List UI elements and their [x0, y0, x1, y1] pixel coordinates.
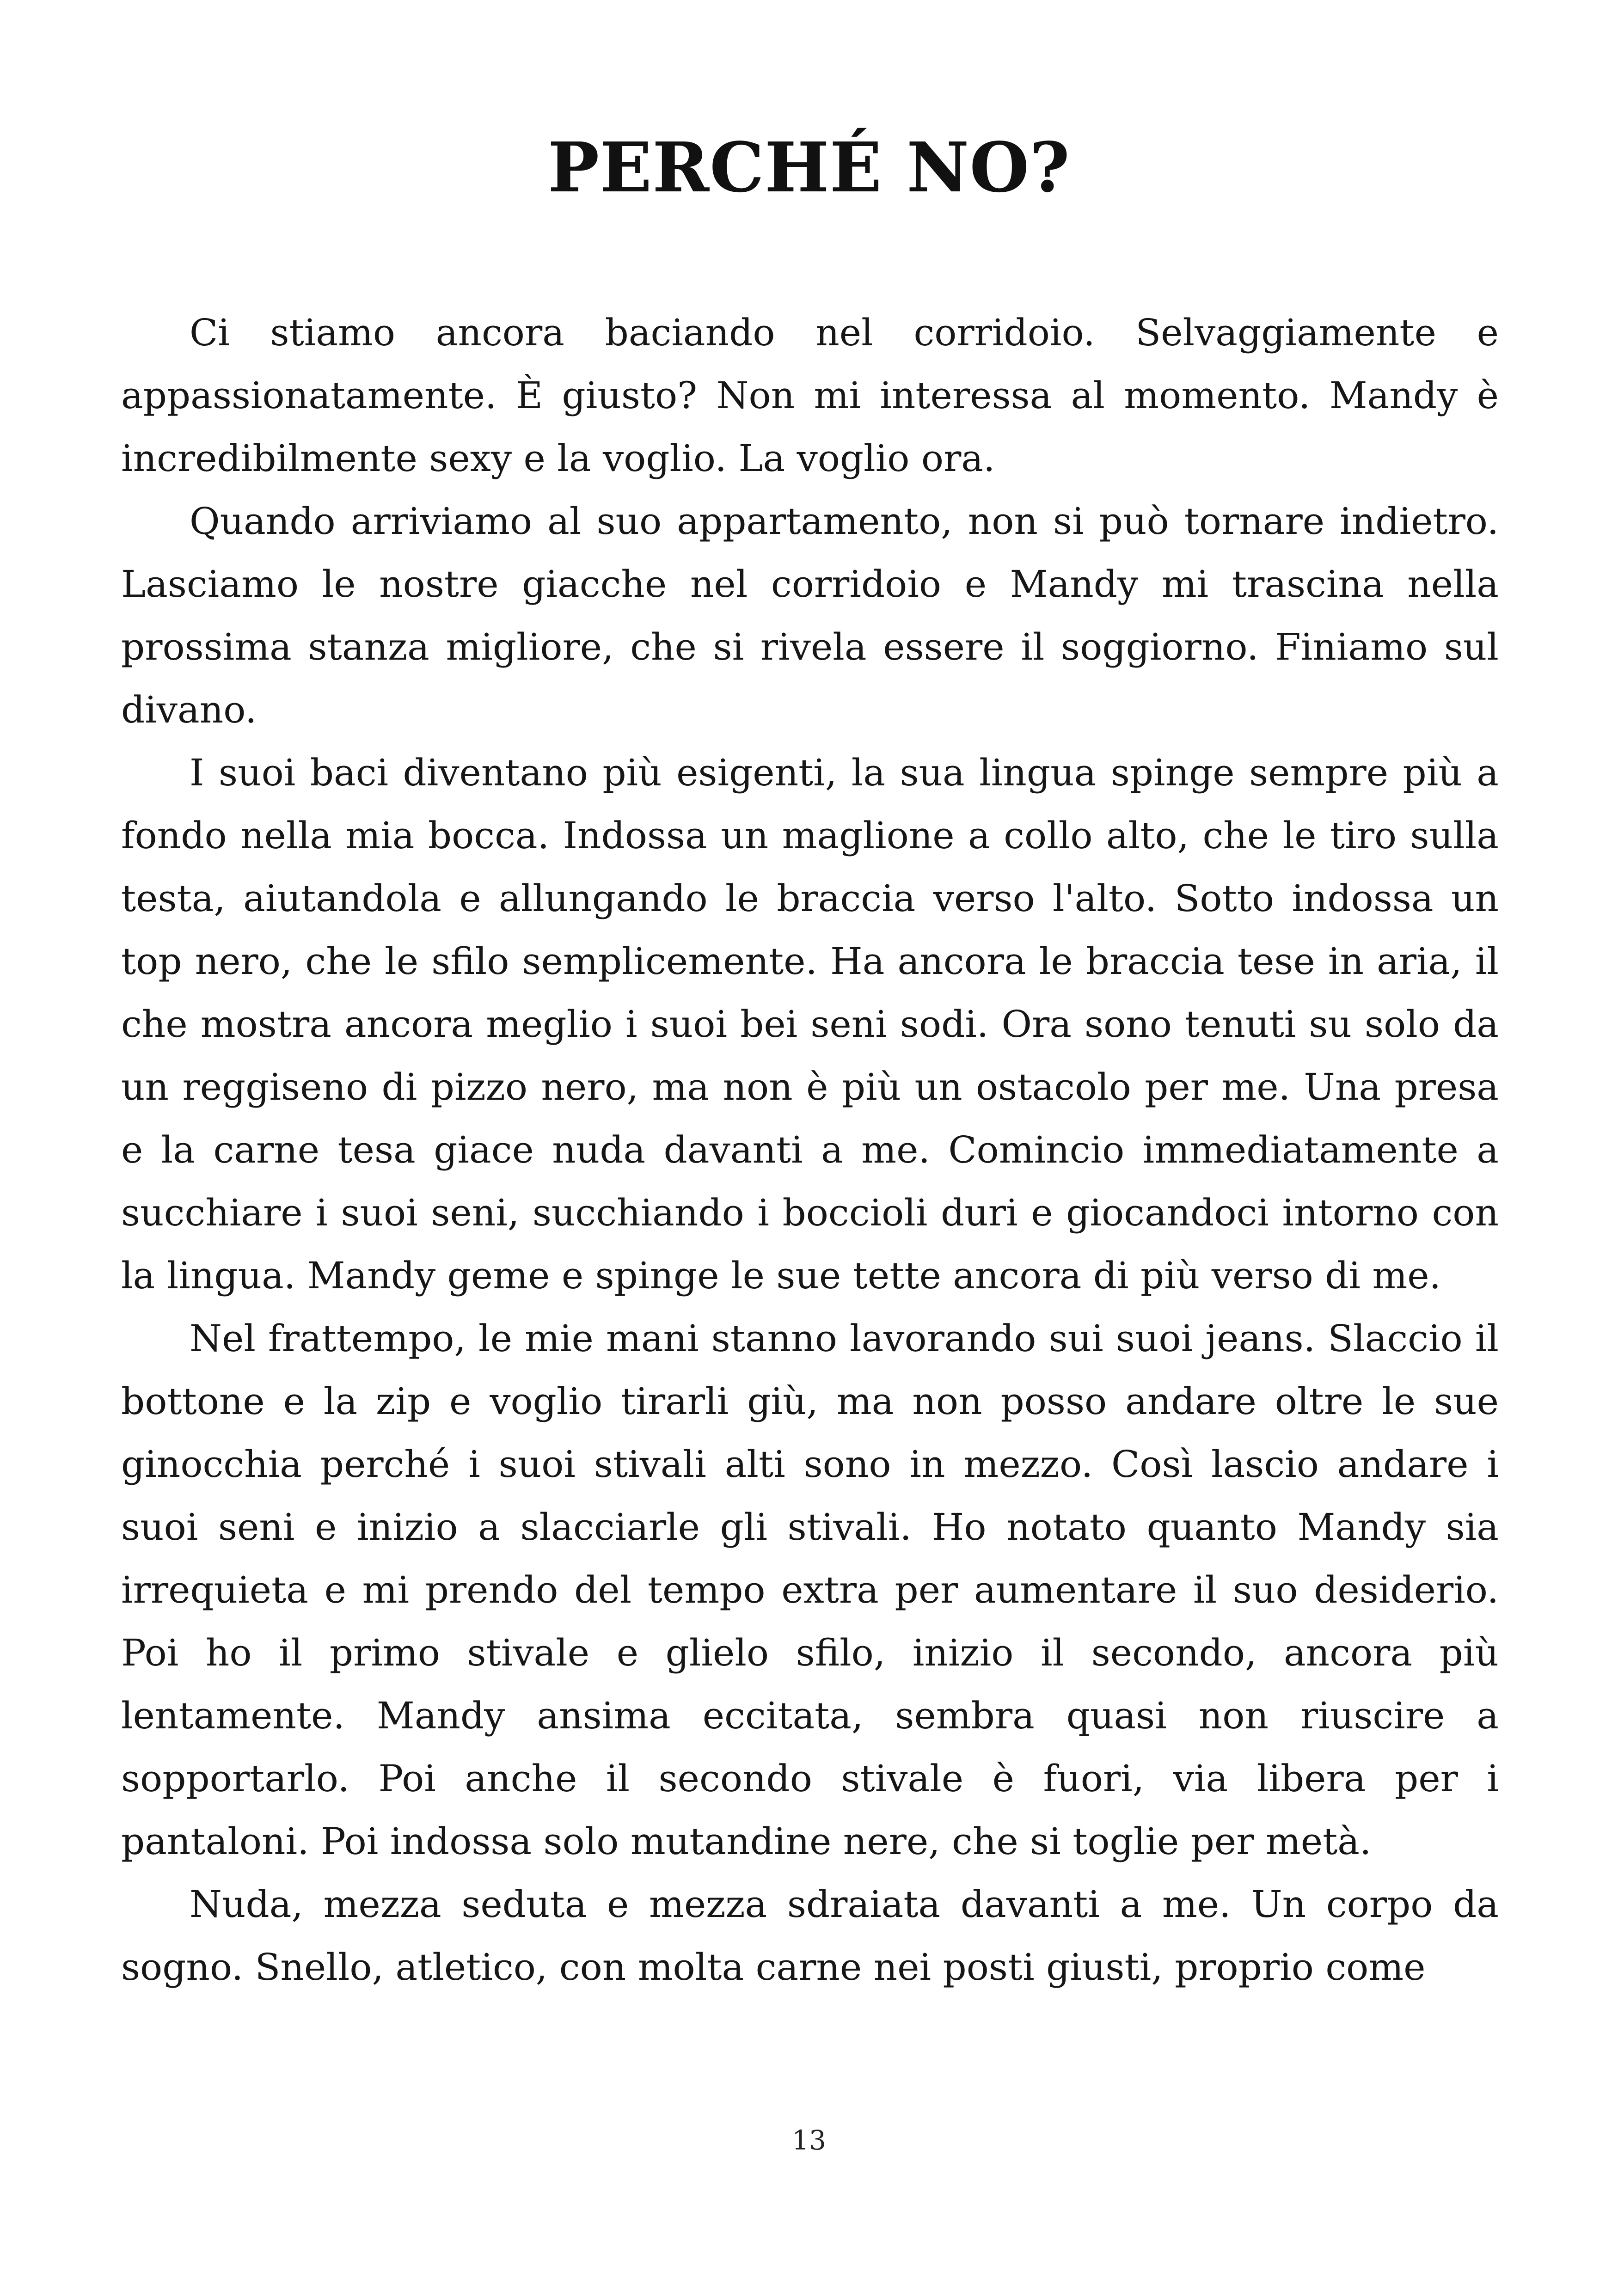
paragraph: Quando arriviamo al suo appartamento, non si può tornare indietro. Lasciamo le nostre giacche nel corridoio e Mandy mi trascina nella prossima stanza migliore, che si rivela essere il soggiorno. Finiamo sul divano. [121, 500, 1499, 731]
chapter-title: PERCHÉ NO? [548, 127, 1070, 208]
paragraph: Nuda, mezza seduta e mezza sdraiata davanti a me. Un corpo da sogno. Snello, atletico, con molta carne nei posti giusti, proprio come [121, 1883, 1499, 1989]
paragraph: I suoi baci diventano più esigenti, la sua lingua spinge sempre più a fondo nella mia bocca. Indossa un maglione a collo alto, che le tiro sulla testa, aiutandola e allungando le braccia verso l'alto. Sotto indossa un top nero, che le sfilo semplicemente. Ha ancora le braccia tese in aria, il che mostra ancora meglio i suoi bei seni sodi. Ora sono tenuti su solo da un reggiseno di pizzo nero, ma non è più un ostacolo per me. Una presa e la carne tesa giace nuda davanti a me. Comincio immediatamente a succhiare i suoi seni, succhiando i boccioli duri e giocandoci intorno con la lingua. Mandy geme e spinge le sue tette ancora di più verso di me. [121, 751, 1499, 1297]
chapter-body [121, 301, 1499, 1999]
paragraph: Ci stiamo ancora baciando nel corridoio. Selvaggiamente e appassionatamente. È giusto? Non mi interessa al momento. Mandy è incredibilmente sexy e la voglio. La voglio ora. [121, 311, 1499, 480]
paragraph: Nel frattempo, le mie mani stanno lavorando sui suoi jeans. Slaccio il bottone e la zip e voglio tirarli giù, ma non posso andare oltre le sue ginocchia perché i suoi stivali alti sono in mezzo. Così lascio andare i suoi seni e inizio a slacciarle gli stivali. Ho notato quanto Mandy sia irrequieta e mi prendo del tempo extra per aumentare il suo desiderio. Poi ho il primo stivale e glielo sfilo, inizio il secondo, ancora più lentamente. Mandy ansima eccitata, sembra quasi non riuscire a sopportarlo. Poi anche il secondo stivale è fuori, via libera per i pantaloni. Poi indossa solo mutandine nere, che si toglie per metà. [121, 1317, 1499, 1863]
page-number: 13 [792, 2125, 826, 2156]
